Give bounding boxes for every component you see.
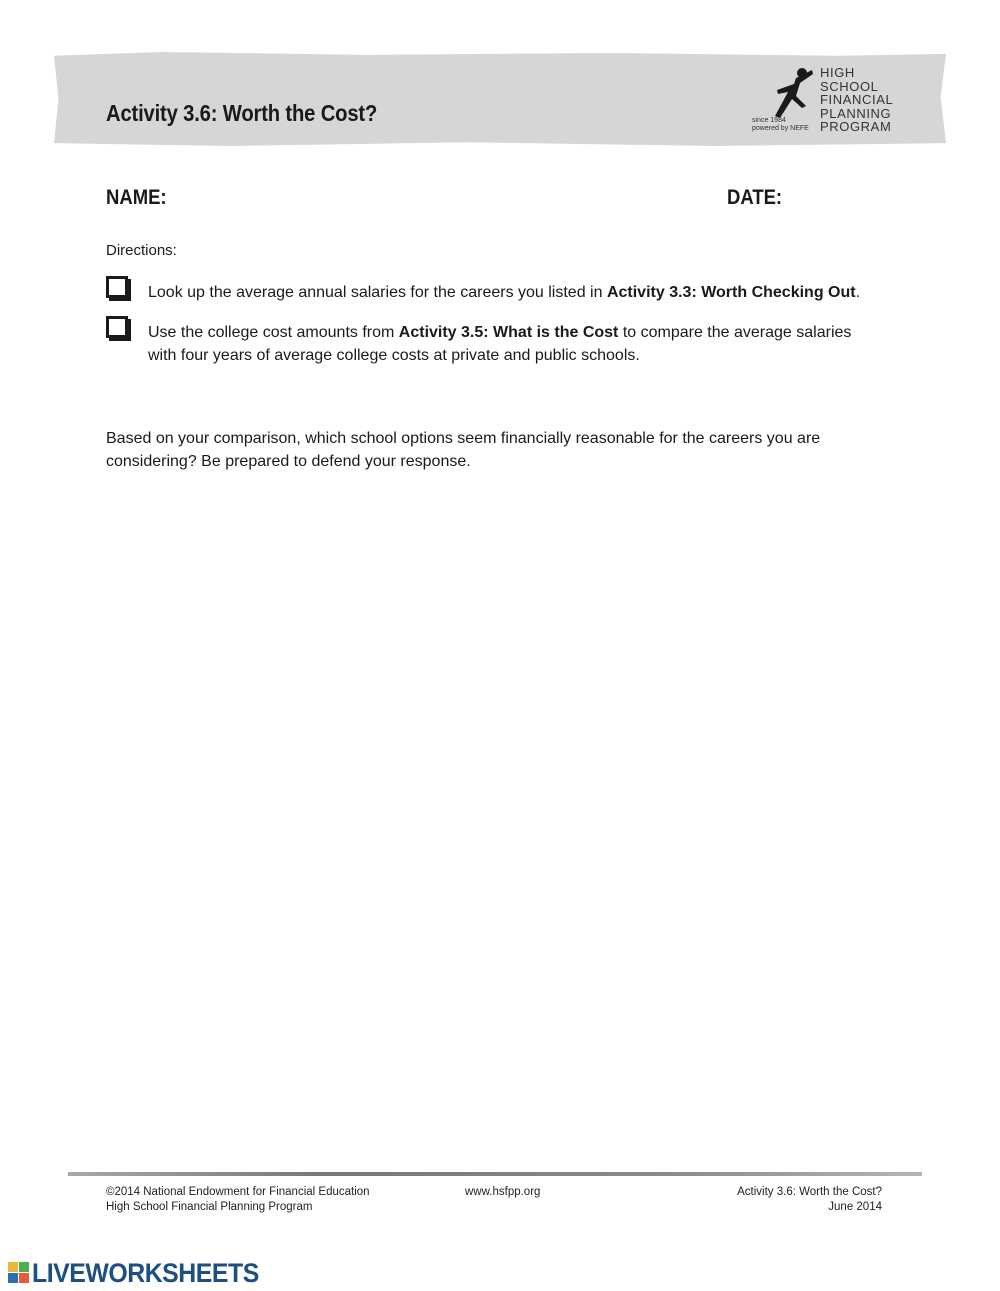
footer-right	[737, 1185, 882, 1215]
logo-line: PLANNING	[820, 105, 892, 121]
activity-reference: Activity 3.3: Worth Checking Out	[606, 284, 856, 301]
logo-line: FINANCIAL	[820, 92, 894, 107]
direction-text: Use the college cost amounts from	[148, 324, 399, 341]
date-label: DATE:	[727, 186, 783, 209]
footer-copyright: ©2014 National Endowment for Financial Education	[106, 1186, 370, 1198]
direction-item-2	[148, 321, 878, 367]
directions-heading: Directions:	[106, 242, 177, 259]
footer-divider	[68, 1172, 922, 1176]
liveworksheets-wordmark: LIVEWORKSHEETS	[32, 1258, 259, 1288]
name-label: NAME:	[106, 186, 167, 209]
logo-small-line: powered by NEFE	[752, 125, 809, 132]
hsfpp-logo	[752, 64, 912, 136]
footer-website: www.hsfpp.org	[465, 1186, 541, 1198]
direction-item-1	[148, 281, 878, 304]
direction-text: .	[855, 284, 861, 301]
direction-checkbox-2[interactable]	[106, 316, 128, 338]
direction-text: to compare the average salaries with four years of average college costs at private and public schools.	[148, 324, 852, 364]
activity-reference: Activity 3.5: What is the Cost	[398, 324, 619, 341]
footer-center	[465, 1185, 540, 1200]
footer-program: High School Financial Planning Program	[106, 1201, 313, 1213]
logo-line: HIGH	[820, 65, 855, 80]
direction-checkbox-1[interactable]	[106, 276, 128, 298]
footer-left	[106, 1185, 370, 1215]
running-person-icon	[766, 66, 818, 120]
question-text: Based on your comparison, which school options seem financially reasonable for the careers you are considering? Be prepared to defend your response.	[106, 430, 821, 470]
liveworksheets-block-icon	[8, 1262, 30, 1284]
footer-activity: Activity 3.6: Worth the Cost?	[737, 1186, 882, 1198]
logo-line: PROGRAM	[820, 119, 892, 134]
logo-small-line: since 1984	[752, 117, 786, 124]
logo-line: SCHOOL	[820, 78, 879, 94]
direction-text: Look up the average annual salaries for the careers you listed in	[148, 284, 607, 301]
footer-date: June 2014	[828, 1201, 882, 1213]
page-title: Activity 3.6: Worth the Cost?	[106, 100, 378, 126]
